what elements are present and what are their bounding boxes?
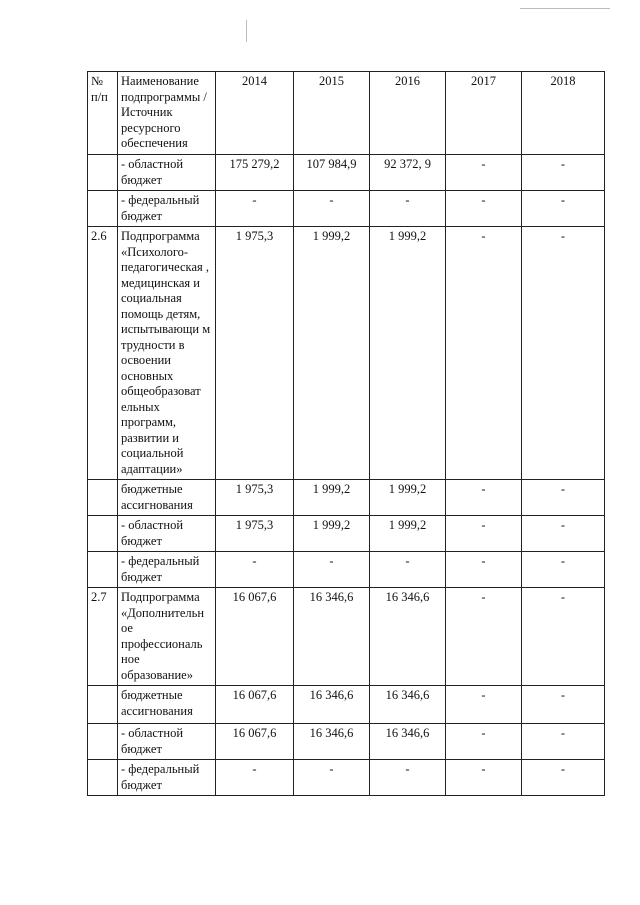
row-num: [88, 480, 118, 516]
table-row: [88, 191, 605, 227]
row-value: 1 999,2: [370, 480, 446, 516]
row-name: - федеральный бюджет: [118, 552, 216, 588]
row-value: 1 975,3: [216, 480, 294, 516]
row-value: 16 346,6: [370, 724, 446, 760]
row-value: -: [522, 155, 605, 191]
table-row: [88, 480, 605, 516]
row-num: 2.6: [88, 227, 118, 480]
row-value: -: [446, 760, 522, 796]
row-value: -: [446, 227, 522, 480]
table-row: [88, 516, 605, 552]
row-value: 1 999,2: [294, 227, 370, 480]
row-name: - областной бюджет: [118, 724, 216, 760]
scan-artifact: [520, 8, 610, 9]
row-value: 1 999,2: [370, 516, 446, 552]
table-row: [88, 552, 605, 588]
table-row: [88, 227, 605, 480]
row-num: [88, 155, 118, 191]
row-value: -: [216, 760, 294, 796]
table-row: [88, 724, 605, 760]
row-num: 2.7: [88, 588, 118, 686]
row-value: 107 984,9: [294, 155, 370, 191]
row-value: 1 999,2: [370, 227, 446, 480]
row-value: -: [446, 686, 522, 724]
row-num: [88, 686, 118, 724]
row-value: -: [370, 552, 446, 588]
row-num: [88, 724, 118, 760]
row-value: 16 346,6: [294, 724, 370, 760]
row-value: -: [446, 191, 522, 227]
row-value: 92 372, 9: [370, 155, 446, 191]
row-value: -: [446, 724, 522, 760]
row-value: -: [522, 480, 605, 516]
row-value: -: [522, 227, 605, 480]
row-name: Подпрограмма «Психолого-педагогическая , медицинская и социальная помощь детям, испытывающи м трудности в освоении основных общеобразоват ельных программ, развитии и социальной адаптации»: [118, 227, 216, 480]
row-name: бюджетные ассигнования: [118, 686, 216, 724]
row-value: -: [294, 191, 370, 227]
row-name: Подпрограмма «Дополнительн ое профессиональ ное образование»: [118, 588, 216, 686]
header-num: № п/п: [88, 72, 118, 155]
row-value: -: [522, 724, 605, 760]
row-value: 1 975,3: [216, 227, 294, 480]
row-name: бюджетные ассигнования: [118, 480, 216, 516]
row-num: [88, 552, 118, 588]
row-value: -: [216, 552, 294, 588]
row-value: 16 346,6: [294, 686, 370, 724]
row-value: 16 067,6: [216, 724, 294, 760]
row-value: -: [446, 552, 522, 588]
row-value: -: [370, 191, 446, 227]
row-name: - областной бюджет: [118, 155, 216, 191]
row-value: -: [522, 760, 605, 796]
header-year: 2018: [522, 72, 605, 155]
row-value: -: [294, 552, 370, 588]
table-row: [88, 686, 605, 724]
row-value: -: [522, 191, 605, 227]
row-value: 16 346,6: [294, 588, 370, 686]
table-row: [88, 588, 605, 686]
row-value: -: [370, 760, 446, 796]
row-value: -: [522, 516, 605, 552]
header-name: Наименование подпрограммы / Источник ресурсного обеспечения: [118, 72, 216, 155]
row-value: -: [522, 552, 605, 588]
header-year: 2016: [370, 72, 446, 155]
row-value: -: [446, 516, 522, 552]
row-value: 1 999,2: [294, 516, 370, 552]
budget-table: [87, 71, 605, 796]
row-value: 16 346,6: [370, 686, 446, 724]
row-value: 175 279,2: [216, 155, 294, 191]
row-value: -: [522, 588, 605, 686]
header-year: 2014: [216, 72, 294, 155]
row-value: -: [522, 686, 605, 724]
row-name: - федеральный бюджет: [118, 191, 216, 227]
header-year: 2015: [294, 72, 370, 155]
row-value: 16 067,6: [216, 588, 294, 686]
table-row: [88, 760, 605, 796]
row-value: -: [446, 155, 522, 191]
row-num: [88, 191, 118, 227]
row-value: 16 346,6: [370, 588, 446, 686]
row-value: -: [294, 760, 370, 796]
row-value: -: [216, 191, 294, 227]
row-name: - областной бюджет: [118, 516, 216, 552]
row-num: [88, 516, 118, 552]
row-value: 1 975,3: [216, 516, 294, 552]
row-value: 16 067,6: [216, 686, 294, 724]
row-value: -: [446, 588, 522, 686]
table-header-row: [88, 72, 605, 155]
row-name: - федеральный бюджет: [118, 760, 216, 796]
row-value: -: [446, 480, 522, 516]
scan-artifact: [246, 20, 247, 42]
header-year: 2017: [446, 72, 522, 155]
row-value: 1 999,2: [294, 480, 370, 516]
row-num: [88, 760, 118, 796]
table-row: [88, 155, 605, 191]
